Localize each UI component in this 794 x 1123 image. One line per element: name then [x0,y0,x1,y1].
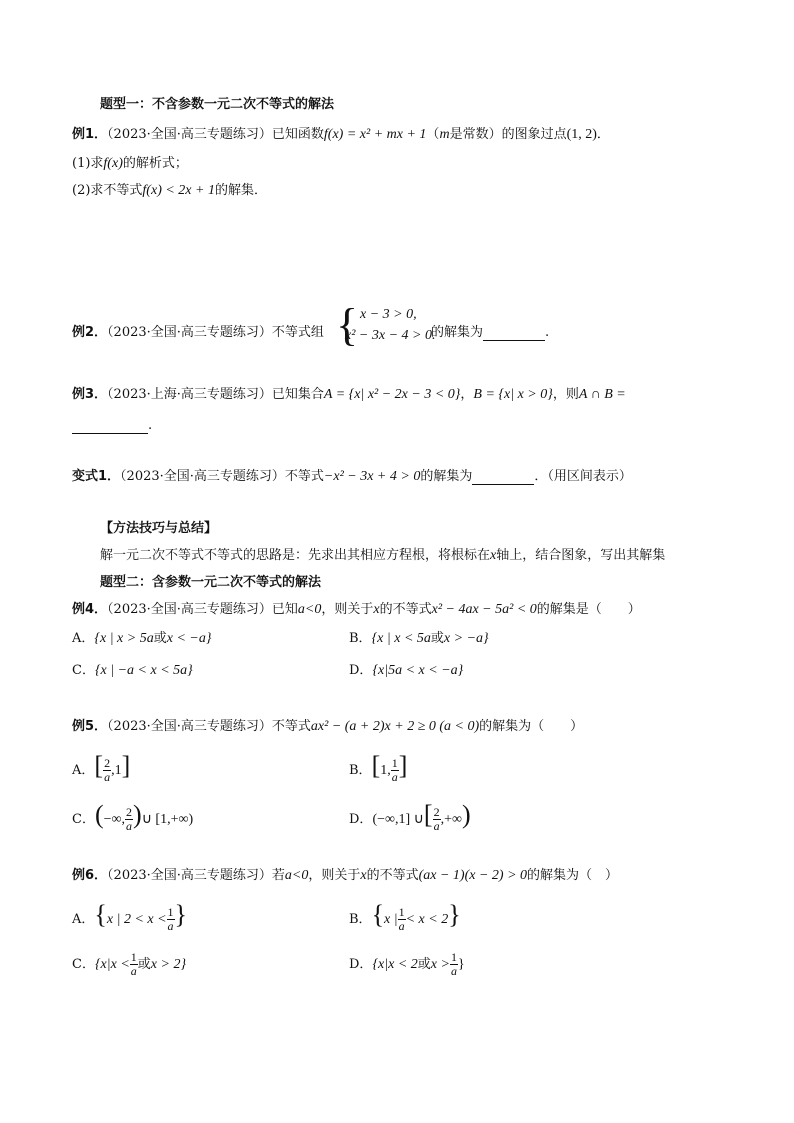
brace: { [371,900,385,929]
option-D[interactable] [349,950,465,980]
math-expr: A ∩ B = [578,387,626,402]
variant-1-stem [72,469,632,485]
fraction [398,906,406,933]
denominator: a [130,964,137,978]
numerator: 1 [130,950,137,964]
text: ， [460,387,474,402]
option-B[interactable] [349,631,489,647]
denominator: a [104,770,111,784]
math-expr: a<0 [284,868,309,883]
option-A[interactable] [72,900,187,935]
text: 的不等式 [379,602,432,617]
source: （2023·全国·高三专题练习）若 [107,868,285,883]
option-A[interactable] [72,631,211,647]
fraction [391,757,399,784]
text: ，则关于 [308,868,361,883]
math-expr: f(x) [103,156,123,171]
text: ． [596,127,610,142]
option-label: B． [349,631,372,646]
math-expr: B = {x| x > 0} [473,387,553,402]
left-brace: { [336,299,359,350]
example-label: 例1． [72,127,108,142]
text: 的解集． [214,183,267,198]
brace: } [174,900,188,929]
option-B[interactable] [349,900,461,935]
fraction [433,806,441,833]
example-label: 例6． [72,868,108,883]
math-expr: {x | x > 5a [94,631,154,646]
math-expr: −x² − 3x + 4 > 0 [323,469,421,484]
source: （2023·全国·高三专题练习）已知函数 [107,127,324,142]
option-label: C． [72,663,95,678]
math-expr: {x|x < [94,957,130,972]
option-D[interactable] [349,663,463,679]
option-label: D． [349,812,373,827]
bracket: ] [398,751,408,780]
text: 的解析式； [122,156,188,171]
example-label: 例4． [72,602,108,617]
math-var: x [360,868,367,883]
example-2-suffix [431,325,549,341]
source: （2023·全国·高三专题练习）不等式组 [107,325,324,340]
text: . [148,418,153,433]
bracket: ] [121,751,131,780]
math-expr: f(x) < 2x + 1 [142,183,215,198]
example-6-stem [72,868,618,884]
bracket: ) [133,800,142,829]
section-title-2: 题型二：含参数一元二次不等式的解法 [100,575,322,590]
text: 解一元二次不等式不等式的思路是：先求出其相应方程根，将根标在 [100,548,491,563]
option-A[interactable] [72,751,130,786]
numerator: 2 [104,756,111,770]
example-2-stem [72,325,324,341]
math-var: m [439,127,450,142]
denominator: a [398,919,405,933]
brace: { [94,900,107,929]
fraction [450,951,458,978]
text: 是常数）的图象过点 [449,127,567,142]
numerator: 1 [450,950,457,964]
example-label: 变式1． [72,469,121,484]
math-expr: a<0 [297,602,322,617]
source: （2023·全国·高三专题练习）不等式 [107,719,311,734]
option-C[interactable] [72,800,193,835]
option-label: A． [72,912,95,927]
math-expr: {x|5a < x < −a} [372,663,464,678]
math-expr: x > −a} [443,631,489,646]
numerator: 2 [126,805,133,819]
math-expr: ,1 [111,763,122,778]
math-expr: {x | x < 5a [371,631,431,646]
system-line-2: x² − 3x − 4 > 0. [345,328,436,343]
example-3-answer-line [72,418,152,434]
section-title-1: 题型一：不含参数一元二次不等式的解法 [100,97,335,112]
text: ．（用区间表示） [534,469,632,484]
example-1-question-2 [72,183,267,199]
denominator: a [433,819,440,833]
option-label: A． [72,763,95,778]
option-label: B． [349,912,372,927]
text: 的解集为 [431,325,484,340]
option-label: C． [72,957,95,972]
example-1-question-1 [72,156,188,172]
text: 的解集为（ ） [527,868,619,883]
text: . [545,325,550,340]
example-label: 例3． [72,387,108,402]
math-expr: x | 2 < x < [106,912,167,927]
option-label: D． [349,957,373,972]
source: （2023·全国·高三专题练习）已知 [107,602,298,617]
option-D[interactable] [349,800,471,835]
example-5-stem [72,719,583,735]
math-expr: (ax − 1)(x − 2) > 0 [418,868,528,883]
math-expr: f(x) = x² + mx + 1 [323,127,427,142]
denominator: a [391,770,398,784]
math-expr: x | [384,912,398,927]
math-expr: ,+∞ [440,812,462,827]
numerator: 1 [167,905,174,919]
math-expr: x < −a} [166,631,212,646]
method-title: 【方法技巧与总结】 [100,521,218,536]
example-label: 例2． [72,325,108,340]
text: 或 [137,957,151,972]
bracket: [ [423,800,433,829]
option-B[interactable] [349,751,407,786]
math-expr: ∪ [1,+∞) [141,812,194,827]
answer-blank[interactable] [72,421,148,434]
fraction [130,951,138,978]
example-1-stem [72,127,610,143]
numerator: 1 [391,756,398,770]
source: （2023·上海·高三专题练习）已知集合 [107,387,324,402]
math-expr: {x | −a < x < 5a} [94,663,193,678]
example-3-stem [72,387,626,403]
text: 或 [417,957,431,972]
text: 的不等式 [366,868,419,883]
math-expr: ax² − (a + 2)x + 2 ≥ 0 (a < 0) [310,719,480,734]
fraction [167,906,175,933]
math-expr: −∞, [103,812,126,827]
numerator: 2 [433,805,440,819]
denominator: a [167,919,174,933]
option-label: C． [72,812,95,827]
denominator: a [450,964,457,978]
math-expr: {x|x < 2 [372,957,418,972]
source: （2023·全国·高三专题练习）不等式 [120,469,324,484]
text: (1)求 [72,156,104,171]
option-label: D． [349,663,373,678]
answer-blank[interactable] [472,472,534,485]
fraction [103,757,111,784]
text: 或 [430,631,444,646]
option-label: A． [72,631,95,646]
text: 的解集为（ ） [479,719,584,734]
system-line-1: x − 3 > 0, [360,307,417,322]
answer-blank[interactable] [483,328,545,341]
math-expr: x > [430,957,450,972]
math-var: x [373,602,380,617]
math-expr: (1, 2) [566,127,597,142]
option-C[interactable] [72,950,186,980]
bracket: ) [461,800,471,829]
bracket: ( [94,800,104,829]
math-expr: (−∞,1] ∪ [372,812,424,827]
math-expr: A = {x| x² − 2x − 3 < 0} [323,387,461,402]
method-text [100,548,665,564]
math-expr: } [457,957,465,972]
text: 或 [153,631,167,646]
text: 的解集是（ ） [536,602,641,617]
text: 轴上，结合图象，写出其解集 [496,548,666,563]
text: 的解集为 [420,469,473,484]
bracket: [ [94,751,104,780]
math-expr: < x < 2 [405,912,449,927]
math-expr: x² − 4ax − 5a² < 0 [431,602,537,617]
example-4-stem [72,602,641,618]
text: ，则 [552,387,579,402]
option-C[interactable] [72,663,193,679]
example-label: 例5． [72,719,108,734]
math-expr: x > 2} [150,957,187,972]
denominator: a [126,819,133,833]
brace: } [448,900,461,929]
text: （ [426,127,440,142]
math-expr: 1, [380,763,391,778]
fraction [125,806,133,833]
math-var: x [490,548,497,563]
numerator: 1 [398,905,405,919]
text: (2)求不等式 [72,183,143,198]
text: ，则关于 [321,602,374,617]
bracket: [ [371,751,381,780]
option-label: B． [349,763,372,778]
